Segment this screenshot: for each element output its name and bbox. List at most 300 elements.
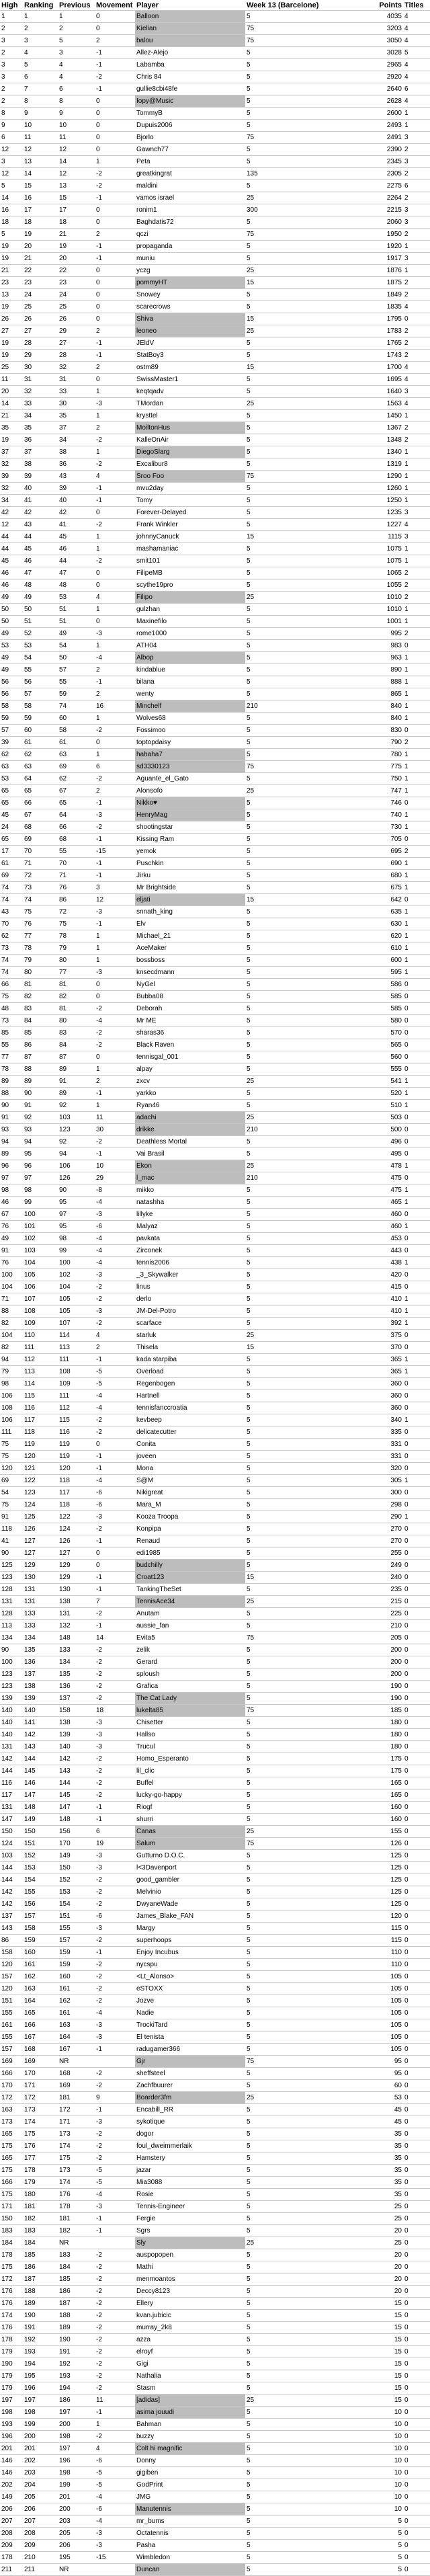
week-points-cell: 5 [245, 2564, 356, 2576]
week-points-cell: 5 [245, 1995, 356, 2007]
movement-cell: -2 [95, 1995, 135, 2007]
points-cell: 200 [356, 1656, 403, 1668]
player-cell: Dupuis2006 [135, 120, 245, 132]
ranking-cell: 131 [23, 1584, 58, 1596]
table-row [0, 1015, 430, 1027]
titles-cell: 1 [403, 471, 430, 483]
titles-cell: 0 [403, 2358, 430, 2370]
previous-cell: 182 [58, 2225, 95, 2237]
ranking-cell: 126 [23, 1523, 58, 1535]
points-cell: 10 [356, 2419, 403, 2431]
points-cell: 270 [356, 1523, 403, 1535]
points-cell: 270 [356, 1535, 403, 1547]
previous-cell: 147 [58, 1802, 95, 1814]
movement-cell: -2 [95, 180, 135, 192]
movement-cell: -2 [95, 71, 135, 83]
previous-cell: 10 [58, 120, 95, 132]
previous-cell: 116 [58, 1426, 95, 1439]
table-row [0, 1995, 430, 2007]
ranking-cell: 85 [23, 1027, 58, 1039]
week-points-cell: 5 [245, 1511, 356, 1523]
week-points-cell: 5 [245, 2104, 356, 2116]
week-points-cell: 5 [245, 579, 356, 592]
week-points-cell: 5 [245, 1717, 356, 1729]
titles-cell: 0 [403, 2019, 430, 2031]
ranking-cell: 162 [23, 1971, 58, 1983]
player-cell: starluk [135, 1330, 245, 1342]
player-cell: James_Blake_FAN [135, 1910, 245, 1923]
high-cell: 78 [0, 1063, 23, 1076]
titles-cell: 1 [403, 652, 430, 664]
previous-cell: 114 [58, 1330, 95, 1342]
movement-cell: -6 [95, 1221, 135, 1233]
points-cell: 35 [356, 2165, 403, 2177]
titles-cell: 0 [403, 797, 430, 809]
high-cell: 27 [0, 325, 23, 337]
points-cell: 360 [356, 1390, 403, 1402]
titles-cell: 1 [403, 1184, 430, 1197]
ranking-cell: 172 [23, 2092, 58, 2104]
high-cell: 90 [0, 1100, 23, 1112]
points-cell: 580 [356, 1015, 403, 1027]
points-cell: 1783 [356, 325, 403, 337]
points-cell: 360 [356, 1378, 403, 1390]
week-points-cell: 5 [245, 1088, 356, 1100]
ranking-cell: 67 [23, 809, 58, 821]
previous-cell: 70 [58, 858, 95, 870]
ranking-cell: 187 [23, 2273, 58, 2286]
titles-cell: 0 [403, 1523, 430, 1535]
table-row [0, 894, 430, 906]
week-points-cell: 5 [245, 108, 356, 120]
high-cell: 71 [0, 1293, 23, 1305]
points-cell: 705 [356, 834, 403, 846]
titles-cell: 0 [403, 1814, 430, 1826]
table-row [0, 1850, 430, 1862]
week-points-cell: 5 [245, 2407, 356, 2419]
player-cell: Chisetter [135, 1717, 245, 1729]
week-points-cell: 5 [245, 2382, 356, 2394]
player-cell: pommyHT [135, 277, 245, 289]
ranking-cell: 73 [23, 882, 58, 894]
ranking-cell: 203 [23, 2467, 58, 2479]
ranking-cell: 158 [23, 1923, 58, 1935]
points-cell: 105 [356, 2031, 403, 2044]
player-cell: [adidas] [135, 2394, 245, 2407]
ranking-cell: 195 [23, 2370, 58, 2382]
ranking-cell: 33 [23, 398, 58, 410]
titles-cell: 0 [403, 1693, 430, 1705]
high-cell: 120 [0, 1959, 23, 1971]
points-cell: 15 [356, 2322, 403, 2334]
high-cell: 172 [0, 2273, 23, 2286]
points-cell: 180 [356, 1729, 403, 1741]
previous-cell: 134 [58, 1656, 95, 1668]
movement-cell: -15 [95, 2552, 135, 2564]
movement-cell: -2 [95, 1523, 135, 1535]
player-cell: El tenista [135, 2031, 245, 2044]
table-row [0, 2031, 430, 2044]
titles-cell: 1 [403, 1354, 430, 1366]
week-points-cell: 5 [245, 1475, 356, 1487]
previous-cell: 13 [58, 180, 95, 192]
points-cell: 53 [356, 2092, 403, 2104]
points-cell: 35 [356, 2152, 403, 2165]
movement-cell: -4 [95, 1233, 135, 1245]
player-cell: Malyaz [135, 1221, 245, 1233]
points-cell: 320 [356, 1463, 403, 1475]
movement-cell: -2 [95, 1668, 135, 1681]
movement-cell: 2 [95, 1342, 135, 1354]
ranking-cell: 11 [23, 132, 58, 144]
ranking-cell: 61 [23, 737, 58, 749]
ranking-cell: 197 [23, 2394, 58, 2407]
points-cell: 750 [356, 773, 403, 785]
movement-cell: -2 [95, 1886, 135, 1898]
movement-cell: 4 [95, 592, 135, 604]
points-cell: 5 [356, 2540, 403, 2552]
ranking-cell: 36 [23, 434, 58, 446]
ranking-cell: 6 [23, 71, 58, 83]
titles-cell: 0 [403, 1330, 430, 1342]
table-row [0, 2225, 430, 2237]
high-cell: 17 [0, 846, 23, 858]
ranking-cell: 181 [23, 2201, 58, 2213]
high-cell: 50 [0, 616, 23, 628]
ranking-cell: 182 [23, 2213, 58, 2225]
points-cell: 300 [356, 1487, 403, 1499]
movement-cell: 1 [95, 446, 135, 458]
high-cell: 14 [0, 192, 23, 204]
points-cell: 1563 [356, 398, 403, 410]
high-cell: 58 [0, 700, 23, 713]
points-cell: 1340 [356, 446, 403, 458]
table-row [0, 1584, 430, 1596]
ranking-cell: 86 [23, 1039, 58, 1051]
titles-cell: 2 [403, 144, 430, 156]
points-cell: 15 [356, 2298, 403, 2310]
titles-cell: 1 [403, 918, 430, 930]
week-points-cell: 75 [245, 1632, 356, 1644]
high-cell: 32 [0, 458, 23, 471]
titles-cell: 4 [403, 11, 430, 23]
previous-cell: 8 [58, 95, 95, 108]
points-cell: 995 [356, 628, 403, 640]
titles-cell: 1 [403, 1257, 430, 1269]
points-cell: 1065 [356, 567, 403, 579]
high-cell: 89 [0, 1076, 23, 1088]
titles-cell: 0 [403, 2068, 430, 2080]
high-cell: 46 [0, 579, 23, 592]
ranking-cell: 152 [23, 1850, 58, 1862]
titles-cell: 3 [403, 216, 430, 229]
previous-cell: 115 [58, 1414, 95, 1426]
movement-cell: 0 [95, 204, 135, 216]
high-cell: 3 [0, 156, 23, 168]
points-cell: 2491 [356, 132, 403, 144]
week-points-cell: 5 [245, 1184, 356, 1197]
ranking-cell: 137 [23, 1668, 58, 1681]
titles-cell: 0 [403, 1596, 430, 1608]
previous-cell: 149 [58, 1850, 95, 1862]
ranking-cell: 167 [23, 2031, 58, 2044]
points-cell: 635 [356, 906, 403, 918]
high-cell: 14 [0, 398, 23, 410]
week-points-cell: 5 [245, 604, 356, 616]
week-points-cell: 5 [245, 458, 356, 471]
table-row [0, 1923, 430, 1935]
high-cell: 39 [0, 737, 23, 749]
player-cell: edi1985 [135, 1547, 245, 1560]
movement-cell: -1 [95, 1947, 135, 1959]
table-row [0, 1039, 430, 1051]
movement-cell: 7 [95, 1596, 135, 1608]
movement-cell: -1 [95, 2407, 135, 2419]
ranking-cell: 163 [23, 1983, 58, 1995]
table-row [0, 350, 430, 362]
player-cell: Nadie [135, 2007, 245, 2019]
ranking-cell: 110 [23, 1330, 58, 1342]
table-row [0, 216, 430, 229]
table-row [0, 1221, 430, 1233]
titles-cell: 0 [403, 2322, 430, 2334]
header-player: Player [135, 0, 245, 11]
table-row [0, 2104, 430, 2116]
movement-cell: -1 [95, 2225, 135, 2237]
player-cell: Labamba [135, 59, 245, 71]
table-row [0, 1560, 430, 1572]
player-cell: Trucul [135, 1741, 245, 1753]
previous-cell: 90 [58, 1184, 95, 1197]
high-cell: 49 [0, 1233, 23, 1245]
points-cell: 1260 [356, 483, 403, 495]
previous-cell: 200 [58, 2419, 95, 2431]
ranking-cell: 168 [23, 2044, 58, 2056]
week-points-cell: 5 [245, 676, 356, 688]
player-cell: mashamaniac [135, 543, 245, 555]
week-points-cell: 5 [245, 1451, 356, 1463]
table-row [0, 1402, 430, 1414]
movement-cell: 1 [95, 531, 135, 543]
player-cell: _3_Skywalker [135, 1269, 245, 1281]
titles-cell: 1 [403, 870, 430, 882]
table-row [0, 2564, 430, 2576]
titles-cell: 0 [403, 1886, 430, 1898]
ranking-cell: 205 [23, 2491, 58, 2503]
movement-cell: -5 [95, 1366, 135, 1378]
points-cell: 890 [356, 664, 403, 676]
table-row [0, 1160, 430, 1172]
previous-cell: 172 [58, 2104, 95, 2116]
high-cell: 39 [0, 471, 23, 483]
player-cell: Gigi [135, 2358, 245, 2370]
titles-cell: 0 [403, 313, 430, 325]
ranking-cell: 25 [23, 301, 58, 313]
points-cell: 790 [356, 737, 403, 749]
titles-cell: 0 [403, 1789, 430, 1802]
previous-cell: 59 [58, 688, 95, 700]
table-row [0, 2479, 430, 2491]
titles-cell: 0 [403, 2249, 430, 2261]
high-cell: 24 [0, 821, 23, 834]
points-cell: 1917 [356, 253, 403, 265]
titles-cell: 0 [403, 834, 430, 846]
high-cell: 16 [0, 204, 23, 216]
ranking-cell: 207 [23, 2515, 58, 2528]
previous-cell: 80 [58, 1015, 95, 1027]
high-cell: 131 [0, 1741, 23, 1753]
week-points-cell: 5 [245, 410, 356, 422]
player-cell: Gjr [135, 2056, 245, 2068]
movement-cell: 0 [95, 1051, 135, 1063]
week-points-cell: 75 [245, 1705, 356, 1717]
week-points-cell: 5 [245, 1027, 356, 1039]
player-cell: pavkata [135, 1233, 245, 1245]
high-cell: 123 [0, 1572, 23, 1584]
previous-cell: 145 [58, 1789, 95, 1802]
player-cell: mr_bums [135, 2515, 245, 2528]
titles-cell: 0 [403, 894, 430, 906]
points-cell: 630 [356, 918, 403, 930]
high-cell: 2 [0, 95, 23, 108]
movement-cell: -4 [95, 1245, 135, 1257]
week-points-cell: 5 [245, 350, 356, 362]
high-cell: 2 [0, 47, 23, 59]
week-points-cell: 5 [245, 1910, 356, 1923]
movement-cell: 0 [95, 144, 135, 156]
ranking-cell: 14 [23, 168, 58, 180]
movement-cell: -2 [95, 2140, 135, 2152]
high-cell: 13 [0, 289, 23, 301]
titles-cell: 2 [403, 325, 430, 337]
high-cell: 206 [0, 2503, 23, 2515]
previous-cell: 130 [58, 1584, 95, 1596]
points-cell: 565 [356, 1039, 403, 1051]
high-cell: 131 [0, 1802, 23, 1814]
high-cell: 62 [0, 749, 23, 761]
movement-cell [95, 2056, 135, 2068]
table-row [0, 1886, 430, 1898]
player-cell: Boarder3fm [135, 2092, 245, 2104]
table-row [0, 1148, 430, 1160]
movement-cell: -1 [95, 1535, 135, 1547]
week-points-cell: 5 [245, 846, 356, 858]
player-cell: Albop [135, 652, 245, 664]
table-row [0, 979, 430, 991]
movement-cell: -3 [95, 1269, 135, 1281]
titles-cell: 0 [403, 1390, 430, 1402]
week-points-cell: 5 [245, 737, 356, 749]
high-cell: 75 [0, 1439, 23, 1451]
movement-cell: -1 [95, 676, 135, 688]
previous-cell: 124 [58, 1523, 95, 1535]
previous-cell: 33 [58, 386, 95, 398]
high-cell: 170 [0, 2080, 23, 2092]
movement-cell: -4 [95, 1015, 135, 1027]
player-cell: adachi [135, 1112, 245, 1124]
ranking-cell: 50 [23, 604, 58, 616]
player-cell: tennisfanccroatia [135, 1402, 245, 1414]
previous-cell: 135 [58, 1668, 95, 1681]
ranking-cell: 133 [23, 1608, 58, 1620]
high-cell: 49 [0, 664, 23, 676]
table-row [0, 362, 430, 374]
player-cell: superhoops [135, 1935, 245, 1947]
points-cell: 1227 [356, 519, 403, 531]
movement-cell: 1 [95, 2419, 135, 2431]
player-cell: Wolves68 [135, 713, 245, 725]
movement-cell: 0 [95, 579, 135, 592]
high-cell: 179 [0, 2382, 23, 2394]
high-cell: 151 [0, 1995, 23, 2007]
player-cell: Homo_Esperanto [135, 1753, 245, 1765]
player-cell: MoiltonHus [135, 422, 245, 434]
week-points-cell: 5 [245, 1620, 356, 1632]
player-cell: Bjorlo [135, 132, 245, 144]
table-row [0, 1935, 430, 1947]
movement-cell: 2 [95, 1076, 135, 1088]
player-cell: Bubba08 [135, 991, 245, 1003]
ranking-cell: 97 [23, 1172, 58, 1184]
movement-cell: -1 [95, 1354, 135, 1366]
high-cell: 34 [0, 495, 23, 507]
titles-cell: 0 [403, 1741, 430, 1753]
player-cell: Peta [135, 156, 245, 168]
week-points-cell: 5 [245, 1777, 356, 1789]
week-points-cell: 5 [245, 386, 356, 398]
ranking-cell: 28 [23, 337, 58, 350]
high-cell: 176 [0, 2286, 23, 2298]
table-row [0, 2273, 430, 2286]
high-cell: 179 [0, 2370, 23, 2382]
ranking-cell: 107 [23, 1293, 58, 1305]
week-points-cell: 5 [245, 821, 356, 834]
ranking-cell: 144 [23, 1753, 58, 1765]
table-row [0, 1426, 430, 1439]
movement-cell: -5 [95, 2177, 135, 2189]
titles-cell: 0 [403, 2213, 430, 2225]
points-cell: 495 [356, 1148, 403, 1160]
movement-cell: -1 [95, 483, 135, 495]
movement-cell: -2 [95, 1414, 135, 1426]
movement-cell: -1 [95, 1620, 135, 1632]
titles-cell: 2 [403, 628, 430, 640]
high-cell: 76 [0, 1257, 23, 1269]
points-cell: 2965 [356, 59, 403, 71]
week-points-cell: 5 [245, 253, 356, 265]
high-cell: 91 [0, 1112, 23, 1124]
player-cell: Nathalia [135, 2370, 245, 2382]
player-cell: Mara_M [135, 1499, 245, 1511]
previous-cell: 97 [58, 1209, 95, 1221]
high-cell: 128 [0, 1584, 23, 1596]
high-cell: 1 [0, 11, 23, 23]
movement-cell: -2 [95, 1693, 135, 1705]
week-points-cell: 5 [245, 1560, 356, 1572]
movement-cell: -3 [95, 1209, 135, 1221]
points-cell: 1695 [356, 374, 403, 386]
titles-cell: 0 [403, 2528, 430, 2540]
player-cell: greatkingrat [135, 168, 245, 180]
previous-cell: 173 [58, 2165, 95, 2177]
points-cell: 1640 [356, 386, 403, 398]
previous-cell: 158 [58, 1705, 95, 1717]
player-cell: Donny [135, 2455, 245, 2467]
movement-cell: 6 [95, 761, 135, 773]
movement-cell: -4 [95, 1197, 135, 1209]
points-cell: 4035 [356, 11, 403, 23]
week-points-cell: 5 [245, 628, 356, 640]
